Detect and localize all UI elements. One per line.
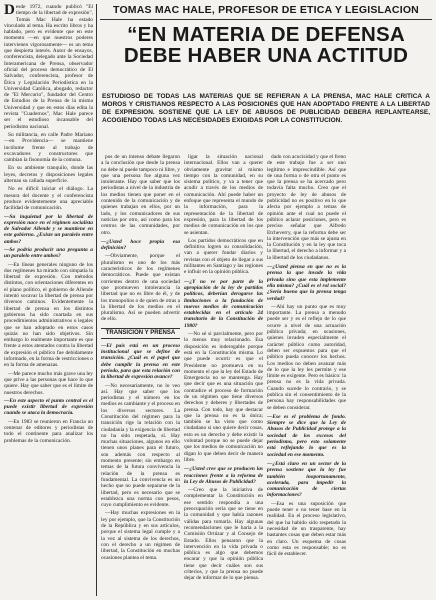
body-column <box>101 154 180 596</box>
interview-question: —Ese es el problema de fondo. Siempre se dice que la Ley de Abusos de Publicidad protege a la sociedad de los excesos del periodismo, pero esto solamente está reflejando lo que es la sociedad en ese momento. <box>267 413 346 458</box>
body-paragraph: Los partidos democráticos que en definitiva logren su consolidación, van a querer fundar diarios y revistas con el objeto de llegar a sus militantes en Santiago y las regiones e influir en la opinión pública. <box>184 237 263 276</box>
body-paragraph: —Ahí hay un punto que es muy importante. La prensa a menudo puede ser y es el reflejo de lo que ocurre a nivel de una actuación pública privada; en ocasiones, quienes invaden especialmente el carácter público como autoridad, deben ser expuestos para que el público pueda conocer los hechos. Los medios no deben avanzar más de lo que la ley les permite y ese límite es exigente. Pero es básico: la prensa no es la vida privada. Cuando sucede lo contrario, y se publica sin el consentimiento de la persona hay responsabilidades que se deben considerar. <box>267 303 346 411</box>
body-paragraph: ligar la situación nacional internacional. Ellos van a querer obviamente gravitar al mismo tiempo con la comunidad, en su sistema político, y va a tener que acudir a través de los medios de comunicación. Ahí puede haber un enfoque que representa el mundo de la información, para la representación de la libertad de expresión, para la libertad de los medios de comunicación en los que se asientan. <box>184 154 263 236</box>
left-paragraph: Su militancia, en calle Padre Mariano —en Providencia— se mantiene incólume frente al trabajo de excavadores y constructores que cambian la fisonomía de la comuna. <box>4 131 93 164</box>
body-column <box>350 154 432 596</box>
kicker-underline <box>100 19 432 20</box>
left-column <box>4 4 93 596</box>
headline-line: DEBE HABER UNA ACTITUD <box>123 44 409 67</box>
headline-line: “EN MATERIA DE DEFENSA <box>127 23 405 46</box>
headline <box>100 24 432 66</box>
left-question: —Su inquietud por la libertad de expresión nace en el régimen socialista de Salvador Allende y se mantiene en este gobierno. ¿Existe un paralelo entre ambos? <box>4 213 93 245</box>
body-paragraph: —Obviamente, porque el pluralismo es uno de los más característicos de los regímenes democráticos. Puede que existan corrientes dentro de una sociedad que promueven intolerancia la libertad que no es libre de él, y de los monopolios o de quien de otras a la libertad de los medios en el pluralismo. Así se pueden advertir de ello. <box>101 253 180 323</box>
body-column <box>184 154 263 596</box>
lead-paragraph: ESTUDIOSO DE TODAS LAS MATERIAS QUE SE REFIERAN A LA PRENSA, MAC HALE CRITICA A MOROS Y CRISTIANOS RESPECTO A LAS POSICIONES QUE HAN ADOPTADO FRENTE A LA LIBERTAD DE EXPRESION. SOSTIENE QUE LA LEY DE ABUSOS DE PUBLICIDAD DEBERA REPLANTEARSE, ACOGIENDO TODAS LAS NECESIDADES EXIGIDAS POR LA CONSTITUCION. <box>102 93 430 124</box>
left-paragraph: En su ambiente tranquilo, donde las leyes, decretos y disposiciones legales alternan su callada superficie. <box>4 165 93 185</box>
left-question: —En este aspecto el punto central es el puede existir libertad de expresión cuando se ataca la democracia. <box>4 397 93 417</box>
left-paragraph: No es difícil iniciar el diálogo. La mesura del docente y el conferencista produce evidentemente una apreciable facilidad de comunicación. <box>4 186 93 212</box>
interview-question: —¿Usted piensa en que no es la prensa la que invade la vida privada sino que esta implemente ella misma? ¿Cuál es el rol social? ¿Sería bueno que la prensa tenga verdad? <box>267 264 346 302</box>
body-paragraph: —Hay muchas expresiones en la ley por ejemplo, que la Constitución de la República y en sus artículos, porque el sistema legal cumple y a la vez al sistema de los derechos, con el derecho a un régimen de libertad, la Constitución en muchas ocasiones plantea el tema. <box>101 510 180 561</box>
interview-question: —¿Y no ve por parte de la apropiación de la ley de partidos políticos, deberían derogarse las limitaciones a la fundación de nuevos medios de comunicación establecidas en el artículo 24 transitorio de la Constitución de 1980? <box>184 278 263 329</box>
dropcap: D <box>4 4 15 18</box>
body-paragraph: pos de un intenso debate llegaron a la conclusión que desde la prensa no debe ni puede tampoco ni libre, y que una persona fue alguna vez intolerante. Hay que saber que los periodistas a nivel de la industria de los medios tienen que poner en el contenido de la comunicación y de quienes trabajan en ellos, por un lado, y los comunicadores de sus noticias por otro, así como para los centros de las comunidades, por otro. <box>101 154 180 236</box>
left-paragraph: —En 1983 se reunieron en Francia un centenar de editores y periodistas de todo el continente para analizar los problemas de la comunicación. <box>4 418 93 444</box>
column-divider <box>96 4 97 596</box>
interview-question: —El país está en un proceso institucional que se define de transición. ¿Cuál es el papel que debe cumplir la prensa en este período, para que esta relación con la libertad de expresión avance? <box>101 342 180 381</box>
left-paragraph: —Me parece mucho más grave una ley que prive a las personas que hace lo que quiere. Hay que saber que es el límite de nuestros derechos. <box>4 370 93 396</box>
interview-question: —¿Usted hoce propia esa definición? <box>101 238 180 252</box>
interview-question: —¿Está claro en un sector de la prensa sostiene que la ley fue también inoportunamente, acelerada, para impedir la comunicación de ciertas informaciones? <box>267 460 346 499</box>
body-column <box>267 154 346 596</box>
body-paragraph: —No necesariamente, no lo veo así. Hay que saber que los periodistas y el número en los medios es cambiante y el proceso en los diversos sectores. La Constitución del régimen para la transición rige la relación con la ciudadanía y la exigencia de libertad no ha sido respetada, sí. Hay muchas situaciones, algunos en ello tienen unos planes para el futuro, son además con respecto al momento presente; sin embargo en temas de la futura convivencia la relación de la prensa es fundamental. La convivencia es un hecho que no puede separarse de la libertad, pero es necesario que se establezca una norma con pesos, cuyo cumplimiento es evidente. <box>101 382 180 509</box>
body-paragraph: dado con acucisidad y que el freno de este trabajo fue a ser uno legítimo e imprescindible. Así que de una forma o de otra el punto es que la prensa se ha acercado pero todavía falta mucho. Creo que el proyecto de ley de abusos de publicidad no es positivo en lo que afecta por ejemplo a temas de opinión ante el cual no puede el público aclarar posiciones, pero es preciso señalar que Alfredo Etcheverry, que la reforma debe ser la intervención que más se ajusta en la Constitución y en la ley que toca la libertad, el derecho a informar y a la libertad de los ciudadanos. <box>267 154 346 261</box>
kicker: TOMAS MAC HALE, PROFESOR DE ETICA Y LEGISLACION <box>113 4 419 16</box>
section-heading: TRANSICION Y PRENSA <box>101 328 180 339</box>
body-paragraph: —Esa es una suposición que puede tener o no tener base en la realidad. En el proceso legislativo, del que ha habido sido respetado la necesidad de un trasparente, hay bastantes cosas que deben estar más en claro. Un esquema de cosas como esta es responsable; no es fácil de establecer. <box>267 500 346 558</box>
left-question: —Se podría producir una pregunta a un paralelo entre ambos? <box>4 246 93 260</box>
body-paragraph: —No sé si parcialmente, pero por lo menos muy relacionado. Esa disposición es inderogable porque está en la Constitución misma. Lo que puede ocurrir es que el Presidente no promueva en su momento el que la ley del Estado de Emergencia no se mantenga. Hay que decir que es una situación que contradice el proceso de formación de un régimen que tiene diversos derechos y deberes y libertades de prensa. Con todo, hay que destacar que la prensa no es la única; también se ha visto que como ciudadano si uno quiere decir cosas, esto es un derecho y debe existir la voluntad porque no se puede dejar que los medios de comunicación no digan lo que deben decir de manera libre. <box>184 331 263 463</box>
interview-question: —¿Usted cree que se producen las reacciones frente a la reforma de la Ley de Abusos de Publicidad? <box>184 466 263 485</box>
left-paragraph: esde 1972, cuando publicó "El tiempo de la libertad de expresión", Tomás Mac Hale ha estado vinculado al tema. Ha escrito libros y ha hablado, pero es evidente que en este momento —en que nuestros poderes intervienen vigorosamente— es un tema que despierta interés. Autor de ensayos, conferencista, delegado ante la Sociedad Interamericana de Prensa, observador oficial del proceso democrático de El Salvador, conferencista, profesor de Ética y Legislación Periodística en la Universidad Católica, abogado, redactor de "El Mercurio", fundador del Centro de Estudios de la Prensa de la misma Universidad y que en estos días edita la revista "Cuadernos", Mac Hale parece ser el estudioso incansable del periodismo nacional. <box>4 4 93 130</box>
body-paragraph: —Creo que la iniciativa de complementar la Constitución en ese sentido respondía a una preocupación seria que se tiene en la comunidad y que había razones válidas para tomarla. Hay algunas recomendaciones que le haría a la Comisión Ortúzar y al Consejo de Estado. Ellos pensaron que la intervención en la vida privada o pública es algo que debemos encarar y que la opinión pública tiene que decir cuáles son sus criterios, y que la prensa no puede dejar de informar de lo que piensa. <box>184 487 263 582</box>
left-paragraph: —En líneas generales ninguno de los dos regímenes ha mirado con simpatía la libertad de expresión. Con métodos distintos, con orientaciones diferentes en el plano político, el gobierno de Allende intentó socavar la libertad de prensa por diversos caminos. Evidentemente la libertad de prensa en los distintos gobiernos ha sido coartada en sus procedimientos administrativos o legales que se han adoptado en estos casos quizás no han sido objetivos. Sin embargo lo realmente importante es que frente a estos atentados contra la libertad de expresión el público fue debidamente informado, en la forma de restricciones o en la forma de amenazas. <box>4 261 93 369</box>
